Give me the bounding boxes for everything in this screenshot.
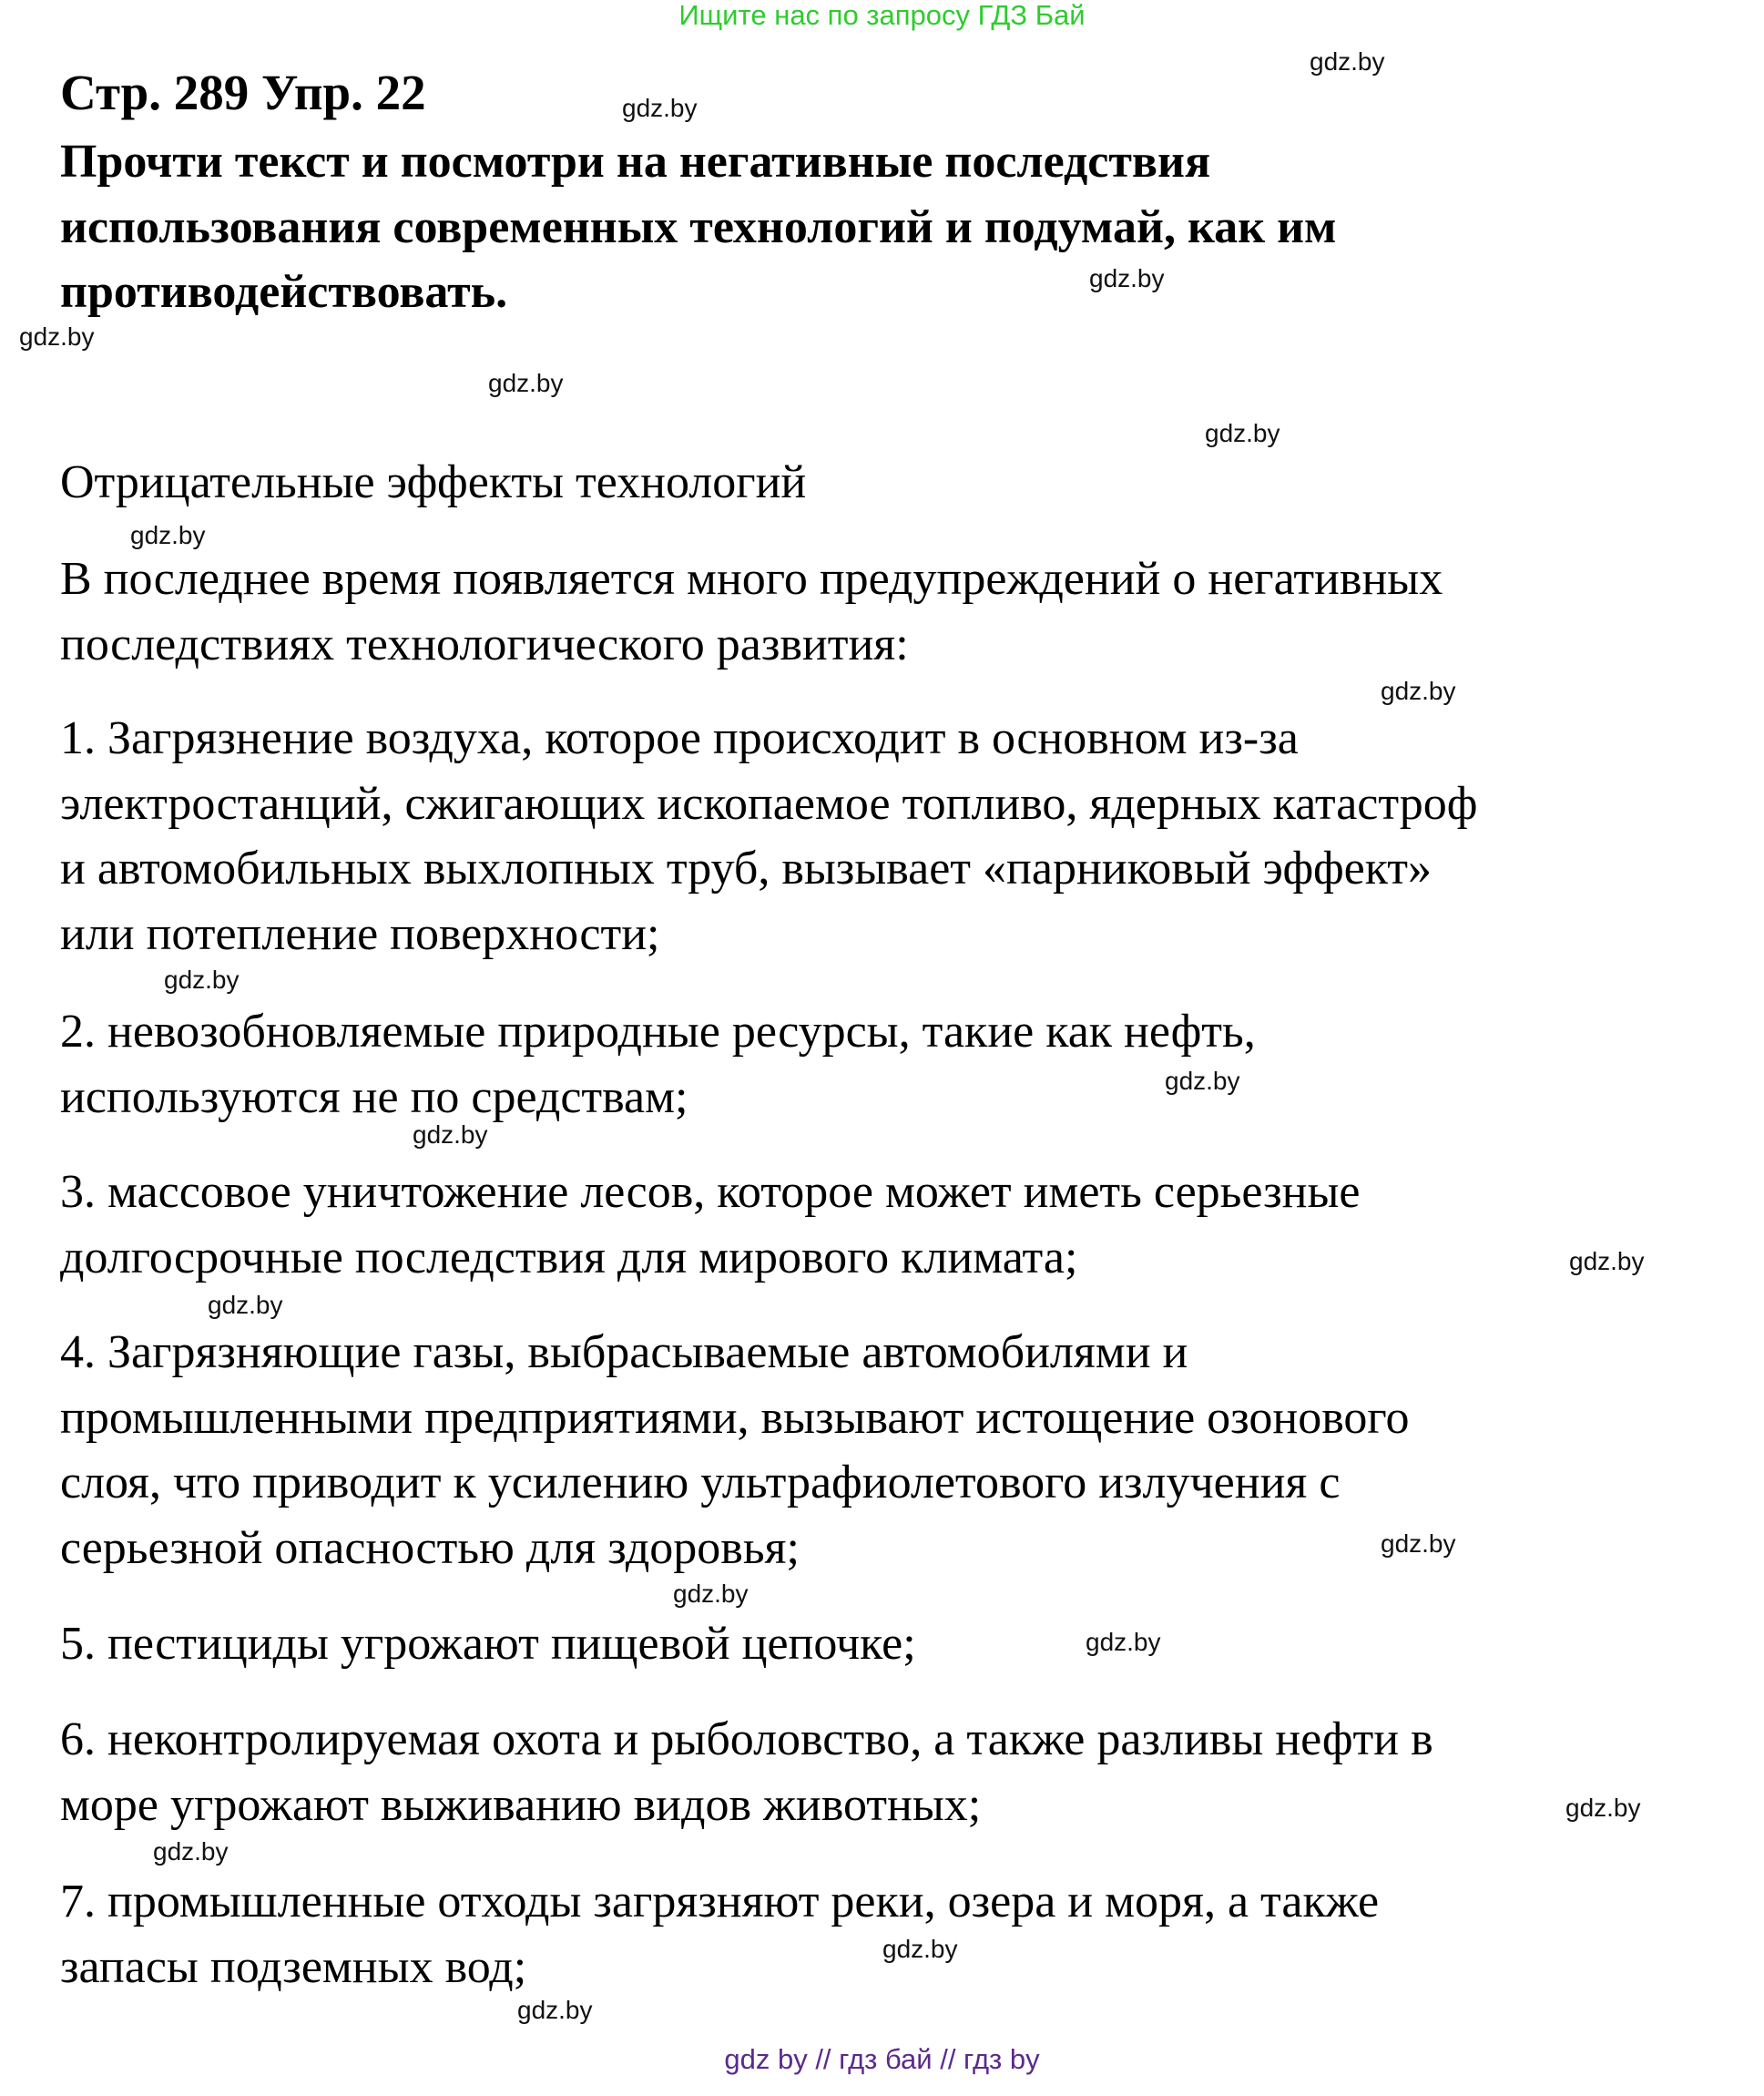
task-line: использования современных технологий и подумай, как им bbox=[60, 200, 1337, 253]
item-line: 4. Загрязняющие газы, выбрасываемые автомобилями и bbox=[60, 1326, 1188, 1378]
watermark: gdz.by bbox=[1381, 1529, 1456, 1558]
item-line: серьезной опасностью для здоровья; bbox=[60, 1521, 800, 1574]
watermark: gdz.by bbox=[488, 369, 564, 397]
watermark: gdz.by bbox=[1569, 1247, 1645, 1275]
watermark: gdz.by bbox=[1565, 1794, 1641, 1822]
watermark: gdz.by bbox=[19, 322, 95, 351]
bottom-banner[interactable]: gdz by // гдз бай // гдз by bbox=[724, 2043, 1040, 2075]
item-line: или потепление поверхности; bbox=[60, 907, 660, 960]
list-item-5 bbox=[60, 1611, 916, 1677]
intro-line: последствиях технологического развития: bbox=[60, 618, 909, 670]
list-item-7 bbox=[60, 1869, 1379, 1999]
item-line: запасы подземных вод; bbox=[60, 1940, 527, 1993]
item-line: используются не по средствам; bbox=[60, 1070, 688, 1123]
list-item-4 bbox=[60, 1320, 1409, 1580]
list-item-1 bbox=[60, 706, 1477, 966]
task-line: Прочти текст и посмотри на негативные последствия bbox=[60, 136, 1211, 188]
item-line: 7. промышленные отходы загрязняют реки, озера и моря, а также bbox=[60, 1876, 1380, 1927]
watermark: gdz.by bbox=[622, 94, 698, 122]
watermark: gdz.by bbox=[882, 1935, 958, 1963]
heading-text: Отрицательные эффекты технологий bbox=[60, 456, 807, 508]
watermark: gdz.by bbox=[153, 1837, 229, 1866]
section-heading bbox=[60, 450, 806, 516]
item-line: 6. неконтролируемая охота и рыболовство, а также разливы нефти в bbox=[60, 1713, 1433, 1765]
watermark: gdz.by bbox=[1089, 264, 1165, 292]
item-line: 3. массовое уничтожение лесов, которое может иметь серьезные bbox=[60, 1166, 1361, 1218]
intro-paragraph bbox=[60, 547, 1443, 677]
watermark: gdz.by bbox=[413, 1120, 488, 1149]
item-line: море угрожают выживанию видов животных; bbox=[60, 1778, 982, 1831]
item-line: долгосрочные последствия для мирового климата; bbox=[60, 1231, 1078, 1283]
item-line: 5. пестициды угрожают пищевой цепочке; bbox=[60, 1618, 916, 1670]
item-line: 1. Загрязнение воздуха, которое происходит в основном из-за bbox=[60, 712, 1299, 764]
item-line: слоя, что приводит к усилению ультрафиолетового излучения с bbox=[60, 1457, 1341, 1508]
item-line: электростанций, сжигающих ископаемое топливо, ядерных катастроф bbox=[60, 777, 1478, 830]
list-item-6 bbox=[60, 1707, 1433, 1837]
list-item-2 bbox=[60, 999, 1256, 1130]
item-line: и автомобильных выхлопных труб, вызывает «парниковый эффект» bbox=[60, 843, 1433, 895]
title-text: Стр. 289 Упр. 22 bbox=[60, 65, 426, 120]
watermark: gdz.by bbox=[1381, 677, 1456, 705]
watermark: gdz.by bbox=[1310, 47, 1385, 76]
watermark: gdz.by bbox=[164, 966, 240, 994]
watermark: gdz.by bbox=[130, 521, 206, 549]
watermark: gdz.by bbox=[208, 1291, 283, 1319]
item-line: 2. невозобновляемые природные ресурсы, такие как нефть, bbox=[60, 1006, 1256, 1058]
task-line: противодействовать. bbox=[60, 266, 508, 318]
watermark: gdz.by bbox=[1165, 1067, 1240, 1095]
task-text bbox=[60, 129, 1336, 325]
item-line: промышленными предприятиями, вызывают истощение озонового bbox=[60, 1391, 1410, 1444]
watermark: gdz.by bbox=[1086, 1628, 1161, 1656]
watermark: gdz.by bbox=[1205, 419, 1280, 447]
list-item-3 bbox=[60, 1160, 1361, 1290]
watermark: gdz.by bbox=[517, 1996, 593, 2024]
top-banner[interactable]: Ищите нас по запросу ГДЗ Бай bbox=[678, 0, 1086, 31]
intro-line: В последнее время появляется много предупреждений о негативных bbox=[60, 553, 1443, 605]
page-title bbox=[60, 60, 426, 126]
watermark: gdz.by bbox=[673, 1580, 749, 1608]
